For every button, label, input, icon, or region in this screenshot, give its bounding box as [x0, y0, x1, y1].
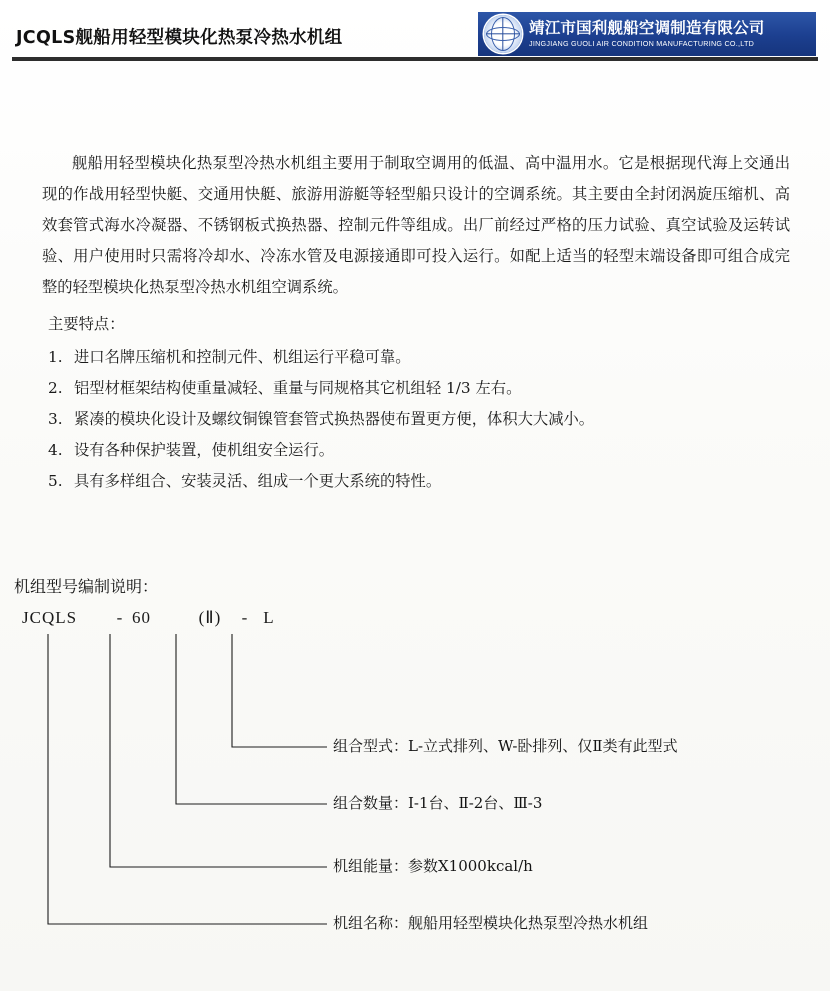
- features-list: [48, 342, 788, 497]
- list-item: [48, 342, 788, 373]
- model-code-string: [22, 608, 282, 628]
- features-heading: 主要特点：: [48, 315, 125, 333]
- company-name-en: JINGJIANG GUOLI AIR CONDITION MANUFACTURING CO.,LTD: [529, 39, 755, 49]
- list-item-number: 5.: [48, 472, 63, 490]
- list-item-number: 2.: [48, 379, 63, 397]
- list-item-number: 3.: [48, 410, 63, 428]
- list-item: [48, 466, 788, 497]
- list-item: [48, 404, 788, 435]
- list-item-label: 设有各种保护装置，使机组安全运行。: [74, 441, 335, 459]
- model-code-heading: 机组型号编制说明：: [14, 577, 159, 596]
- list-item-label: 进口名牌压缩机和控制元件、机组运行平稳可靠。: [74, 348, 411, 366]
- company-name-cn: 靖江市国利舰船空调制造有限公司: [529, 19, 765, 38]
- annotation-unit-name: 机组名称：舰船用轻型模块化热泵型冷热水机组: [333, 914, 649, 932]
- list-item: [48, 373, 788, 404]
- list-item-label: 具有多样组合、安装灵活、组成一个更大系统的特性。: [74, 472, 442, 490]
- globe-icon: [484, 15, 522, 53]
- company-logo: [478, 12, 816, 56]
- annotation-combination-type: 组合型式：L-立式排列、W-卧排列、仅Ⅱ类有此型式: [333, 737, 678, 755]
- list-item-label: 紧凑的模块化设计及螺纹铜镍管套管式换热器使布置更方便，体积大大减小。: [74, 410, 595, 428]
- list-item-number: 1.: [48, 348, 63, 366]
- code-part-capacity: 60: [132, 608, 151, 627]
- code-part-quantity: (Ⅱ): [198, 608, 222, 627]
- code-dash-1: -: [116, 608, 124, 627]
- intro-paragraph: 舰船用轻型模块化热泵型冷热水机组主要用于制取空调用的低温、高中温用水。它是根据现代海上交通出现的作战用轻型快艇、交通用快艇、旅游用游艇等轻型船只设计的空调系统。其主要由全封闭涡旋压缩机、高效套管式海水冷凝器、不锈钢板式换热器、控制元件等组成。出厂前经过严格的压力试验、真空试验及运转试验、用户使用时只需将冷却水、冷冻水管及电源接通即可投入运行。如配上适当的轻型末端设备即可组合成完整的轻型模块化热泵型冷热水机组空调系统。: [42, 154, 790, 296]
- annotation-combination-quantity: 组合数量：Ⅰ-1台、Ⅱ-2台、Ⅲ-3: [333, 794, 543, 812]
- list-item-label: 铝型材框架结构使重量减轻、重量与同规格其它机组轻 1/3 左右。: [74, 379, 522, 397]
- list-item-number: 4.: [48, 441, 63, 459]
- page-title: JCQLS舰船用轻型模块化热泵冷热水机组: [16, 28, 343, 48]
- code-part-type: L: [263, 608, 275, 627]
- annotation-unit-capacity: 机组能量：参数X1000kcal/h: [333, 857, 533, 875]
- page-header: [0, 0, 830, 72]
- list-item: [48, 435, 788, 466]
- code-part-name: JCQLS: [22, 608, 78, 627]
- header-divider: [12, 57, 818, 61]
- code-dash-2: -: [241, 608, 249, 627]
